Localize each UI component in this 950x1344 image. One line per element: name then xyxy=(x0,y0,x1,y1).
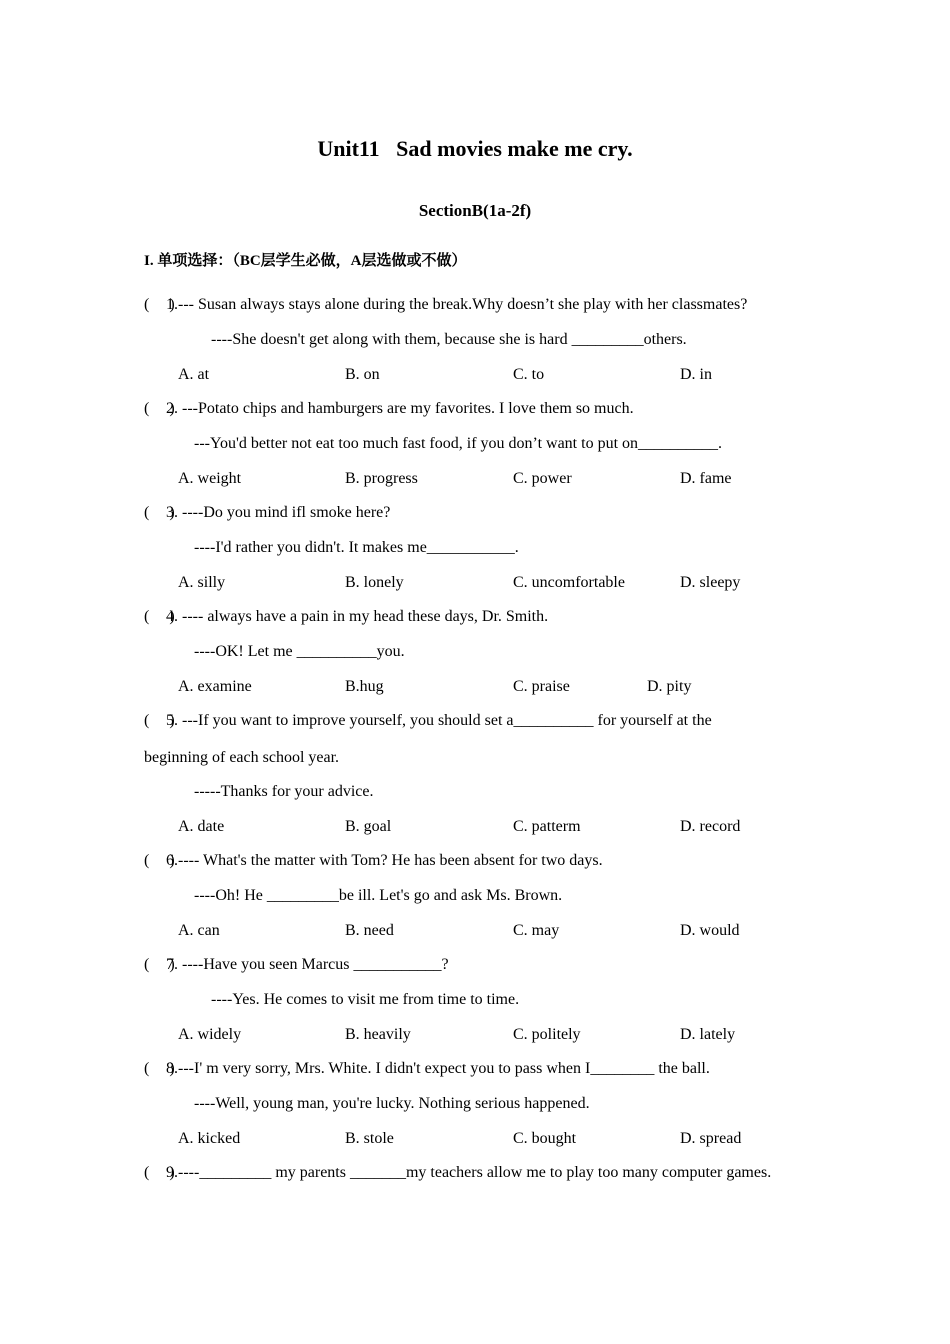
question-reply: ----Well, young man, you're lucky. Nothing serious happened. xyxy=(194,1095,590,1112)
question-stem: 4. ---- always have a pain in my head these days, Dr. Smith. xyxy=(166,608,549,625)
option-b[interactable]: B. goal xyxy=(345,818,392,835)
option-c[interactable]: C. power xyxy=(513,470,572,487)
option-b[interactable]: B. on xyxy=(345,366,380,383)
question-stem: 8.---I' m very sorry, Mrs. White. I didn't expect you to pass when I________ the ball. xyxy=(166,1060,710,1077)
question-reply: ----OK! Let me __________you. xyxy=(194,643,405,660)
question-stem: 3. ----Do you mind ifl smoke here? xyxy=(166,504,391,521)
answer-blank[interactable]: ( ) xyxy=(144,296,175,313)
question-stem: 5. ---If you want to improve yourself, you should set a__________ for yourself at the xyxy=(166,712,712,729)
question-stem: 2. ---Potato chips and hamburgers are my favorites. I love them so much. xyxy=(166,400,634,417)
answer-blank[interactable]: ( ) xyxy=(144,400,175,417)
answer-blank[interactable]: ( ) xyxy=(144,1164,175,1181)
option-d[interactable]: D. record xyxy=(680,818,741,835)
option-b[interactable]: B. heavily xyxy=(345,1026,411,1043)
option-a[interactable]: A. can xyxy=(178,922,220,939)
option-b[interactable]: B. lonely xyxy=(345,574,404,591)
question-reply: ----Oh! He _________be ill. Let's go and ask Ms. Brown. xyxy=(194,887,563,904)
option-a[interactable]: A. examine xyxy=(178,678,252,695)
option-c[interactable]: C. uncomfortable xyxy=(513,574,625,591)
option-a[interactable]: A. at xyxy=(178,366,210,383)
answer-blank[interactable]: ( ) xyxy=(144,608,175,625)
question-reply: ----I'd rather you didn't. It makes me___________. xyxy=(194,539,519,556)
option-b[interactable]: B. progress xyxy=(345,470,418,487)
option-d[interactable]: D. would xyxy=(680,922,740,939)
page-subtitle: SectionB(1a-2f) xyxy=(418,201,532,220)
question-reply: ----She doesn't get along with them, because she is hard _________others. xyxy=(211,331,687,348)
answer-blank[interactable]: ( ) xyxy=(144,956,175,973)
answer-blank[interactable]: ( ) xyxy=(144,1060,175,1077)
option-c[interactable]: C. politely xyxy=(513,1026,581,1043)
question-stem: 1.--- Susan always stays alone during the break.Why doesn’t she play with her classmates? xyxy=(166,296,748,313)
question-reply: ---You'd better not eat too much fast food, if you don’t want to put on__________. xyxy=(194,435,723,452)
option-d[interactable]: D. sleepy xyxy=(680,574,741,591)
option-b[interactable]: B.hug xyxy=(345,678,384,695)
question-stem: 6.---- What's the matter with Tom? He has been absent for two days. xyxy=(166,852,603,869)
answer-blank[interactable]: ( ) xyxy=(144,712,175,729)
question-stem: 9.----_________ my parents _______my teachers allow me to play too many computer games. xyxy=(166,1164,772,1181)
option-c[interactable]: C. may xyxy=(513,922,560,939)
question-stem-continued: beginning of each school year. xyxy=(144,749,340,766)
option-d[interactable]: D. pity xyxy=(647,678,692,695)
answer-blank[interactable]: ( ) xyxy=(144,852,175,869)
option-a[interactable]: A. widely xyxy=(178,1026,242,1043)
option-b[interactable]: B. stole xyxy=(345,1130,394,1147)
answer-blank[interactable]: ( ) xyxy=(144,504,175,521)
option-d[interactable]: D. in xyxy=(680,366,712,383)
option-c[interactable]: C. to xyxy=(513,366,545,383)
option-a[interactable]: A. kicked xyxy=(178,1130,241,1147)
question-stem: 7. ----Have you seen Marcus ___________? xyxy=(166,956,449,973)
page-title: Unit11 Sad movies make me cry. xyxy=(317,136,633,161)
option-a[interactable]: A. date xyxy=(178,818,225,835)
option-d[interactable]: D. lately xyxy=(680,1026,736,1043)
section-heading: I. 单项选择：（BC层学生必做，A层选做或不做） xyxy=(144,253,467,269)
option-d[interactable]: D. fame xyxy=(680,470,732,487)
option-a[interactable]: A. silly xyxy=(178,574,226,591)
option-c[interactable]: C. praise xyxy=(513,678,570,695)
option-a[interactable]: A. weight xyxy=(178,470,242,487)
option-c[interactable]: C. bought xyxy=(513,1130,577,1147)
option-b[interactable]: B. need xyxy=(345,922,394,939)
question-reply: -----Thanks for your advice. xyxy=(194,783,374,800)
option-d[interactable]: D. spread xyxy=(680,1130,742,1147)
question-reply: ----Yes. He comes to visit me from time to time. xyxy=(211,991,520,1008)
option-c[interactable]: C. patterm xyxy=(513,818,581,835)
